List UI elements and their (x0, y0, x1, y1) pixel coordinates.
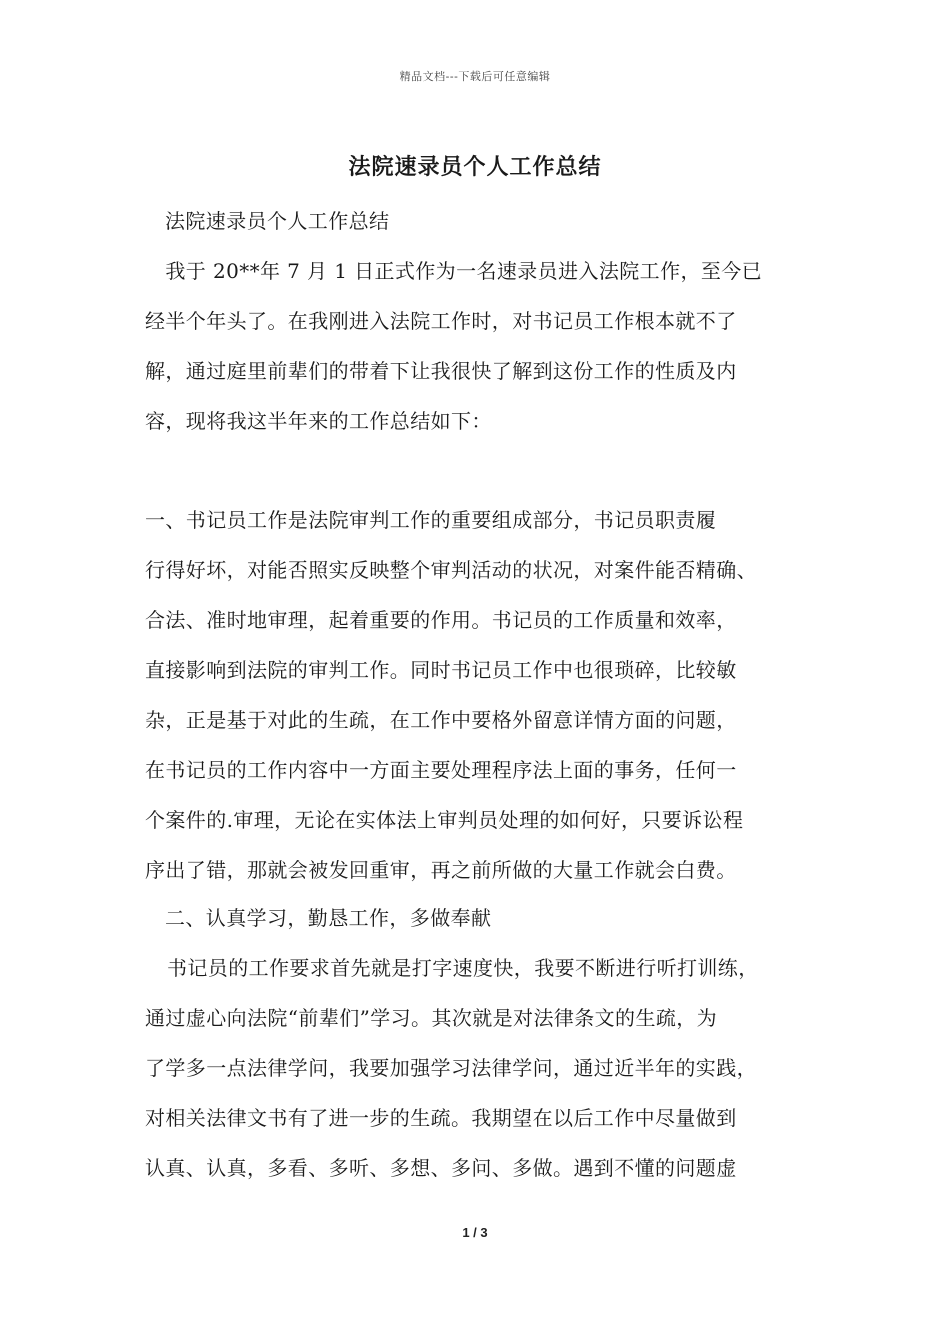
document-title: 法院速录员个人工作总结 (348, 154, 602, 180)
text-line: 一、书记员工作是法院审判工作的重要组成部分，书记员职责履 (145, 508, 717, 532)
text-line: 序出了错，那就会被发回重审，再之前所做的大量工作就会白费。 (145, 858, 737, 882)
text-line: 经半个年头了。在我刚进入法院工作时，对书记员工作根本就不了 (145, 309, 737, 333)
text-line: 二、认真学习，勤恳工作，多做奉献 (165, 906, 492, 930)
text-line: 行得好坏，对能否照实反映整个审判活动的状况，对案件能否精确、 (145, 558, 757, 582)
text-line: 直接影响到法院的审判工作。同时书记员工作中也很琐碎，比较敏 (145, 658, 737, 682)
page-number: 1 / 3 (462, 1225, 488, 1240)
section-two-heading (165, 893, 835, 943)
document-subtitle: 法院速录员个人工作总结 (165, 209, 390, 233)
paragraph-section-two (145, 943, 815, 1193)
text-line: 对相关法律文书有了进一步的生疏。我期望在以后工作中尽量做到 (145, 1106, 737, 1130)
text-line: 个案件的.审理，无论在实体法上审判员处理的如何好，只要诉讼程 (145, 808, 744, 832)
paragraph-section-one (145, 495, 815, 895)
text-line: 书记员的工作要求首先就是打字速度快，我要不断进行听打训练， (167, 956, 759, 980)
text-line: 我于 20**年 7 月 1 日正式作为一名速录员进入法院工作，至今已 (145, 259, 763, 283)
text-line: 合法、准时地审理，起着重要的作用。书记员的工作质量和效率， (145, 608, 737, 632)
text-line: 解，通过庭里前辈们的带着下让我很快了解到这份工作的性质及内 (145, 359, 737, 383)
text-line: 杂，正是基于对此的生疏，在工作中要格外留意详情方面的问题， (145, 708, 737, 732)
paragraph-intro (145, 246, 815, 446)
text-line: 通过虚心向法院“前辈们”学习。其次就是对法律条文的生疏，为 (145, 1006, 718, 1030)
header-note: 精品文档---下载后可任意编辑 (399, 70, 551, 83)
text-line: 容，现将我这半年来的工作总结如下： (145, 409, 492, 433)
text-line: 了学多一点法律学问，我要加强学习法律学问，通过近半年的实践， (145, 1056, 757, 1080)
text-line: 认真、认真，多看、多听、多想、多问、多做。遇到不懂的问题虚 (145, 1156, 737, 1180)
text-line: 在书记员的工作内容中一方面主要处理程序法上面的事务，任何一 (145, 758, 737, 782)
